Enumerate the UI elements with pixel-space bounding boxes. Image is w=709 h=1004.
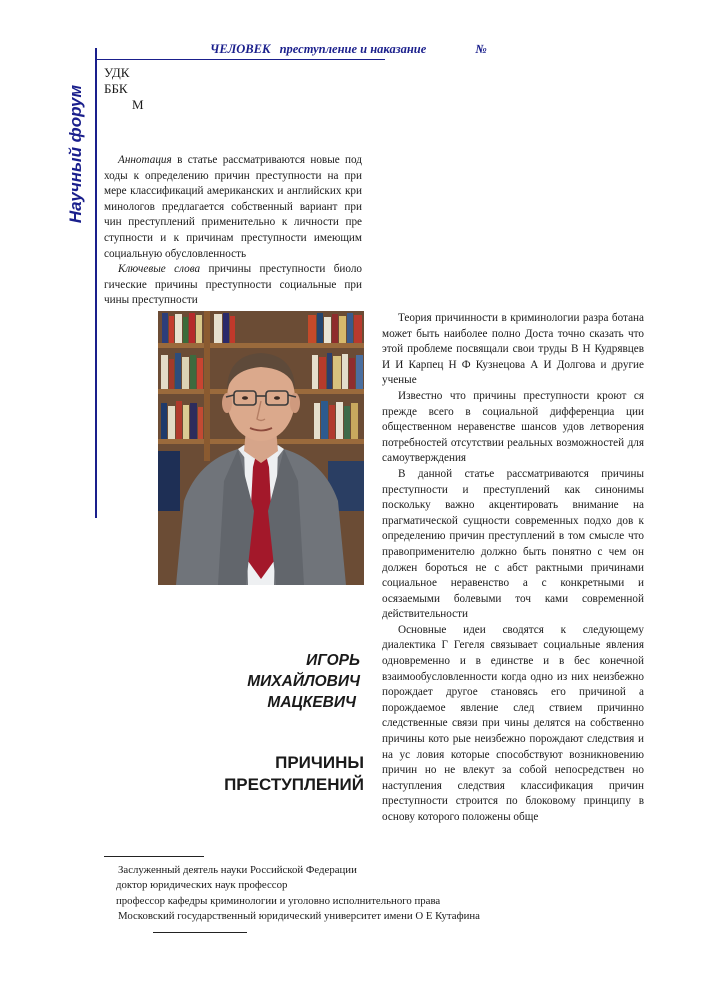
keywords-text: причины преступности биоло гические причины преступности социальные при чины преступности xyxy=(104,263,362,307)
side-vertical-rule xyxy=(95,48,97,518)
author-photo xyxy=(158,311,364,585)
author-footnote xyxy=(118,863,480,924)
journal-name: ЧЕЛОВЕК xyxy=(210,42,271,56)
footnote-line: доктор юридических наук профессор xyxy=(116,879,288,892)
footnote-end-rule xyxy=(153,932,247,933)
article-title xyxy=(180,752,364,796)
annotation-paragraph xyxy=(104,153,362,262)
udk-label: УДК xyxy=(104,65,130,80)
author-first-name: ИГОРЬ xyxy=(306,652,360,669)
article-body xyxy=(382,311,644,826)
body-paragraph: Известно что причины преступности кроют ся прежде всего в социальной дифференциа ции общественном неравенстве шансов удов летворения потребностей отсутствии реальных возможностей для самоутверждения xyxy=(382,389,644,465)
bbk-label: ББК xyxy=(104,81,128,96)
author-photo-illustration xyxy=(158,311,364,585)
body-paragraph: Теория причинности в криминологии разра ботана может быть наиболее полно Доста точно сказать что этой проблеме посвящали свои труды В Н Кудрявцев И И Карпец Н Ф Кузнецова А И Долгова и другие ученые xyxy=(382,312,644,387)
author-index: М xyxy=(132,97,144,112)
keywords-label: Ключевые слова xyxy=(118,263,201,276)
article-title-line2: ПРЕСТУПЛЕНИЙ xyxy=(224,775,364,794)
author-last-name: МАЦКЕВИЧ xyxy=(267,694,356,711)
body-paragraph: В данной статье рассматриваются причины преступности и преступлений как синонимы поскольку важно акцентировать внимание на прагматической сущности современных подхо дов к определению причин преступлений в том смысле что правоприменителю должно быть понятно с чем он должен бороться не с абст рактными причинами социальное неравенство а с конкретными и осязаемыми болевыми точ ками современной действительности xyxy=(382,467,644,621)
issue-number-sign: № xyxy=(475,42,487,56)
article-title-line1: ПРИЧИНЫ xyxy=(275,753,364,772)
annotation-label: Аннотация xyxy=(118,154,172,166)
journal-header xyxy=(210,42,510,57)
section-side-label: Научный форум xyxy=(66,84,85,224)
keywords-paragraph xyxy=(104,262,362,309)
body-paragraph: Основные идеи сводятся к следующему диалектика Г Гегеля связывает социальные явления одновременно и в единстве и в бес конечной взаимообусловленности когда одно из них неизбежно порождает другое становясь его причиной а порождаемое явление след ствием причинно следственные связи при чины делятся на собственно причины кото рые неизбежно порождают следствия и на ус ловия которые способствуют возникновению причин но не влекут за собой непосредствен но наступления следствия классификация причин преступности строится по блоковому принципу в основу которого положены обще xyxy=(382,623,644,823)
author-patronymic: МИХАЙЛОВИЧ xyxy=(247,673,360,690)
journal-subtitle: преступление и наказание xyxy=(279,42,427,56)
abstract-block xyxy=(104,153,362,309)
classification-block xyxy=(104,65,144,113)
footnote-line: Московский государственный юридический университет имени О Е Кутафина xyxy=(118,909,480,922)
annotation-text: в статье рассматриваются новые под ходы к определению причин преступности на при мере классификаций американских и английских кри минологов предлагается собственный вариант при чин преступлений применительно к личности пре ступности и к причинам преступности имеющим социальную обусловленность xyxy=(104,154,362,260)
footnote-line: профессор кафедры криминологии и уголовно исполнительного права xyxy=(116,894,441,907)
author-name xyxy=(200,650,360,713)
footnote-rule xyxy=(104,856,204,857)
footnote-line: Заслуженный деятель науки Российской Федерации xyxy=(118,864,357,876)
header-rule xyxy=(95,59,385,60)
